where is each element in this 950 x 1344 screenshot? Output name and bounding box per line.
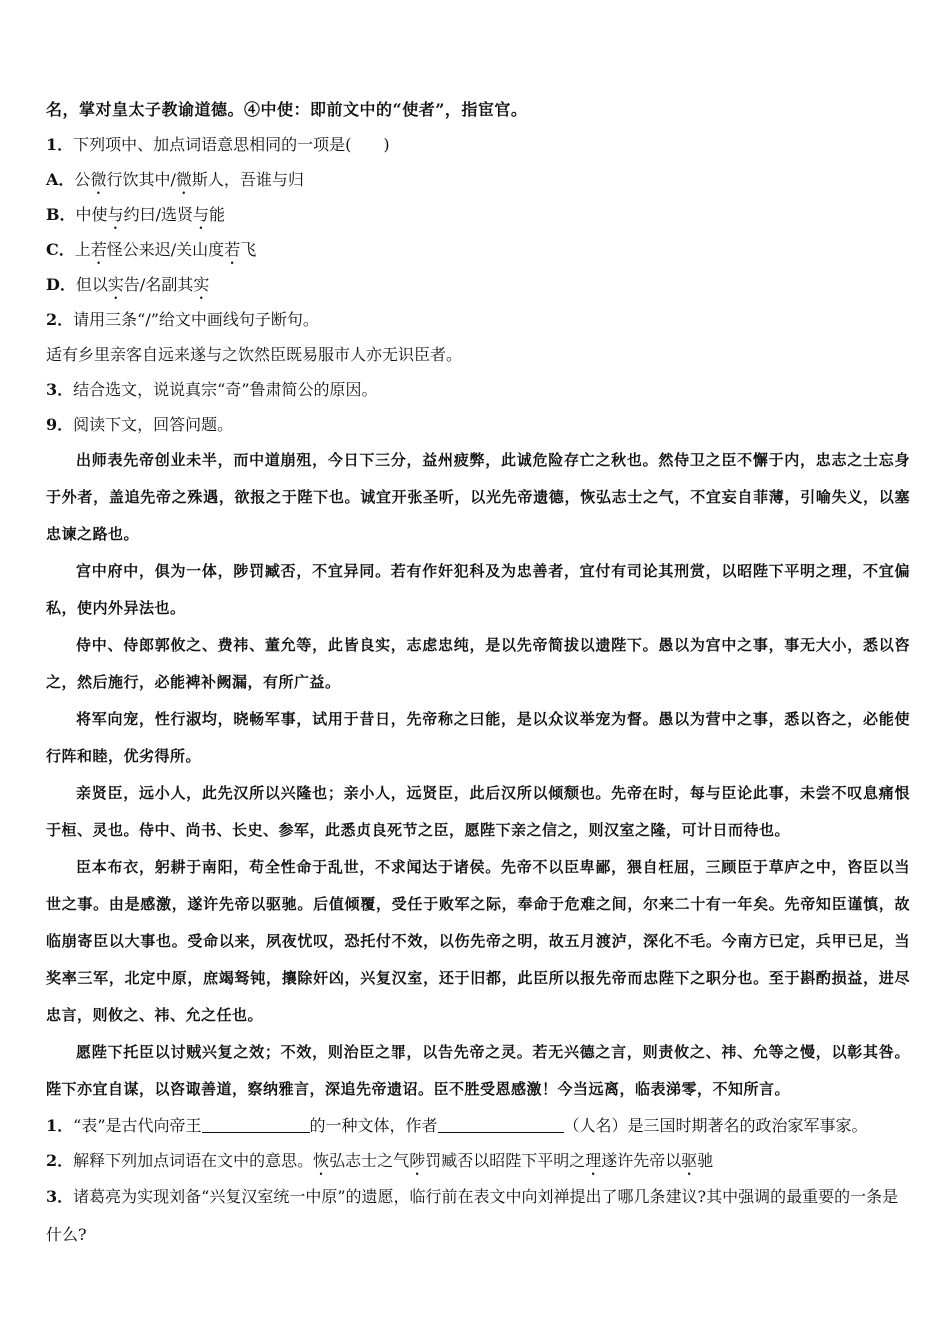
question-1-label: 1． bbox=[46, 135, 74, 154]
sub-question-2-text: 驰 bbox=[697, 1151, 714, 1170]
option-c bbox=[46, 232, 910, 267]
passage-paragraph: 亲贤臣，远小人，此先汉所以兴隆也；亲小人，远贤臣，此后汉所以倾颓也。先帝在时，每与臣论此事，未尝不叹息痛恨于桓、灵也。侍中、尚书、长史、参军，此悉贞良死节之臣，愿陛下亲之信之，则汉室之隆，可计日而待也。 bbox=[46, 784, 910, 839]
option-text: 斯人，吾谁与归 bbox=[191, 170, 304, 189]
sub-question-1-text: “表”是古代向帝王 bbox=[73, 1116, 202, 1135]
question-2-sentence-text: 适有乡里亲客自远来遂与之饮然臣既易服市人亦无识臣者。 bbox=[46, 345, 463, 364]
dotted-word: 驱 bbox=[681, 1151, 698, 1170]
option-text: 告/名副其 bbox=[123, 275, 194, 294]
option-a bbox=[46, 162, 910, 197]
sub-question-2-text: 解释下列加点词语在文中的意思。 bbox=[73, 1151, 314, 1170]
option-text: 怪公来迟/关山度 bbox=[106, 240, 225, 259]
passage-paragraph: 出师表先帝创业未半，而中道崩殂，今日下三分，益州疲弊，此诚危险存亡之秋也。然侍卫之臣不懈于内，忠志之士忘身于外者，盖追先帝之殊遇，欲报之于陛下也。诚宜开张圣听，以光先帝遗德，恢弘志士之气，不宜妄自菲薄，引喻失义，以塞忠谏之路也。 bbox=[46, 451, 910, 543]
question-2 bbox=[46, 302, 910, 337]
sub-question-2-text: 罚臧否以昭陛下平明之 bbox=[425, 1151, 586, 1170]
dotted-word: 实 bbox=[193, 275, 210, 294]
dotted-word: 实 bbox=[107, 275, 124, 294]
option-label: D． bbox=[46, 275, 76, 294]
question-9-label: 9． bbox=[46, 415, 74, 434]
answer-blank[interactable] bbox=[202, 1114, 310, 1133]
passage bbox=[46, 442, 910, 1108]
passage-paragraph: 侍中、侍郎郭攸之、费祎、董允等，此皆良实，志虑忠纯，是以先帝简拔以遗陛下。愚以为宫中之事，事无大小，悉以咨之，然后施行，必能裨补阙漏，有所广益。 bbox=[46, 636, 910, 691]
sub-question-2 bbox=[46, 1143, 910, 1178]
question-1-stem: 下列项中、加点词语意思相同的一项是( ) bbox=[73, 135, 390, 154]
sub-question-3 bbox=[46, 1178, 910, 1254]
dotted-word: 理 bbox=[585, 1151, 602, 1170]
option-text: 上 bbox=[74, 240, 91, 259]
dotted-word: 陟 bbox=[409, 1151, 426, 1170]
sub-question-1-text: （人名）是三国时期著名的政治家军事家。 bbox=[563, 1116, 868, 1135]
question-1 bbox=[46, 127, 910, 162]
question-9 bbox=[46, 407, 910, 442]
sub-question-2-label: 2． bbox=[46, 1151, 74, 1170]
dotted-word: 与 bbox=[107, 205, 124, 224]
footnote-text: 名，掌对皇太子教谕道德。④中使：即前文中的“使者”，指宦官。 bbox=[46, 100, 528, 119]
question-3-stem: 结合选文，说说真宗“奇”鲁肃简公的原因。 bbox=[73, 380, 378, 399]
dotted-word: 若 bbox=[90, 240, 107, 259]
passage-paragraph: 宫中府中，俱为一体，陟罚臧否，不宜异同。若有作奸犯科及为忠善者，宜付有司论其刑赏，以昭陛下平明之理，不宜偏私，使内外异法也。 bbox=[46, 562, 910, 617]
option-text: 飞 bbox=[240, 240, 257, 259]
dotted-word: 微 bbox=[175, 170, 192, 189]
sub-question-1-label: 1． bbox=[46, 1116, 74, 1135]
question-9-stem: 阅读下文，回答问题。 bbox=[73, 415, 234, 434]
option-label: B． bbox=[46, 205, 76, 224]
question-3 bbox=[46, 372, 910, 407]
footnote-line bbox=[46, 92, 910, 127]
option-text: 公 bbox=[74, 170, 91, 189]
option-text: 中使 bbox=[75, 205, 108, 224]
sub-question-2-text: 遂许先帝以 bbox=[601, 1151, 682, 1170]
sub-question-2-text: 弘志士之气 bbox=[329, 1151, 410, 1170]
dotted-word: 恢 bbox=[313, 1151, 330, 1170]
option-d bbox=[46, 267, 910, 302]
sub-question-1-text: 的一种文体，作者 bbox=[309, 1116, 438, 1135]
option-text: 行饮其中/ bbox=[106, 170, 176, 189]
passage-paragraph: 臣本布衣，躬耕于南阳，苟全性命于乱世，不求闻达于诸侯。先帝不以臣卑鄙，猥自枉屈，三顾臣于草庐之中，咨臣以当世之事。由是感激，遂许先帝以驱驰。后值倾覆，受任于败军之际，奉命于危难之间，尔来二十有一年矣。先帝知臣谨慎，故临崩寄臣以大事也。受命以来，夙夜忧叹，恐托付不效，以伤先帝之明，故五月渡泸，深化不毛。今南方已定，兵甲已足，当奖率三军，北定中原，庶竭驽钝，攘除奸凶，兴复汉室，还于旧都，此臣所以报先帝而忠陛下之职分也。至于斟酌损益，进尽忠言，则攸之、祎、允之任也。 bbox=[46, 858, 910, 1024]
option-label: C． bbox=[46, 240, 75, 259]
sub-question-3-text: 诸葛亮为实现刘备“兴复汉室统一中原”的遗愿，临行前在表文中向刘禅提出了哪几条建议?其中强调的最重要的一条是什么? bbox=[46, 1187, 899, 1244]
dotted-word: 与 bbox=[192, 205, 209, 224]
answer-blank[interactable] bbox=[438, 1114, 564, 1133]
sub-question-3-label: 3． bbox=[46, 1187, 74, 1206]
sub-question-1 bbox=[46, 1108, 910, 1143]
option-text: 约曰/选贤 bbox=[123, 205, 193, 224]
option-b bbox=[46, 197, 910, 232]
option-text: 能 bbox=[208, 205, 225, 224]
dotted-word: 若 bbox=[224, 240, 241, 259]
passage-paragraph: 将军向宠，性行淑均，晓畅军事，试用于昔日，先帝称之曰能，是以众议举宠为督。愚以为营中之事，悉以咨之，必能使行阵和睦，优劣得所。 bbox=[46, 710, 910, 765]
option-label: A． bbox=[46, 170, 75, 189]
question-2-sentence bbox=[46, 337, 910, 372]
question-3-label: 3． bbox=[46, 380, 74, 399]
option-text: 但以 bbox=[75, 275, 108, 294]
passage-paragraph: 愿陛下托臣以讨贼兴复之效；不效，则治臣之罪，以告先帝之灵。若无兴德之言，则责攸之、祎、允等之慢，以彰其咎。陛下亦宜自谋，以咨诹善道，察纳雅言，深追先帝遗诏。臣不胜受恩感激！今当远离，临表涕零，不知所言。 bbox=[46, 1043, 910, 1098]
dotted-word: 微 bbox=[90, 170, 107, 189]
document-page bbox=[46, 92, 910, 1254]
question-2-stem: 请用三条“/”给文中画线句子断句。 bbox=[73, 310, 319, 329]
question-2-label: 2． bbox=[46, 310, 74, 329]
